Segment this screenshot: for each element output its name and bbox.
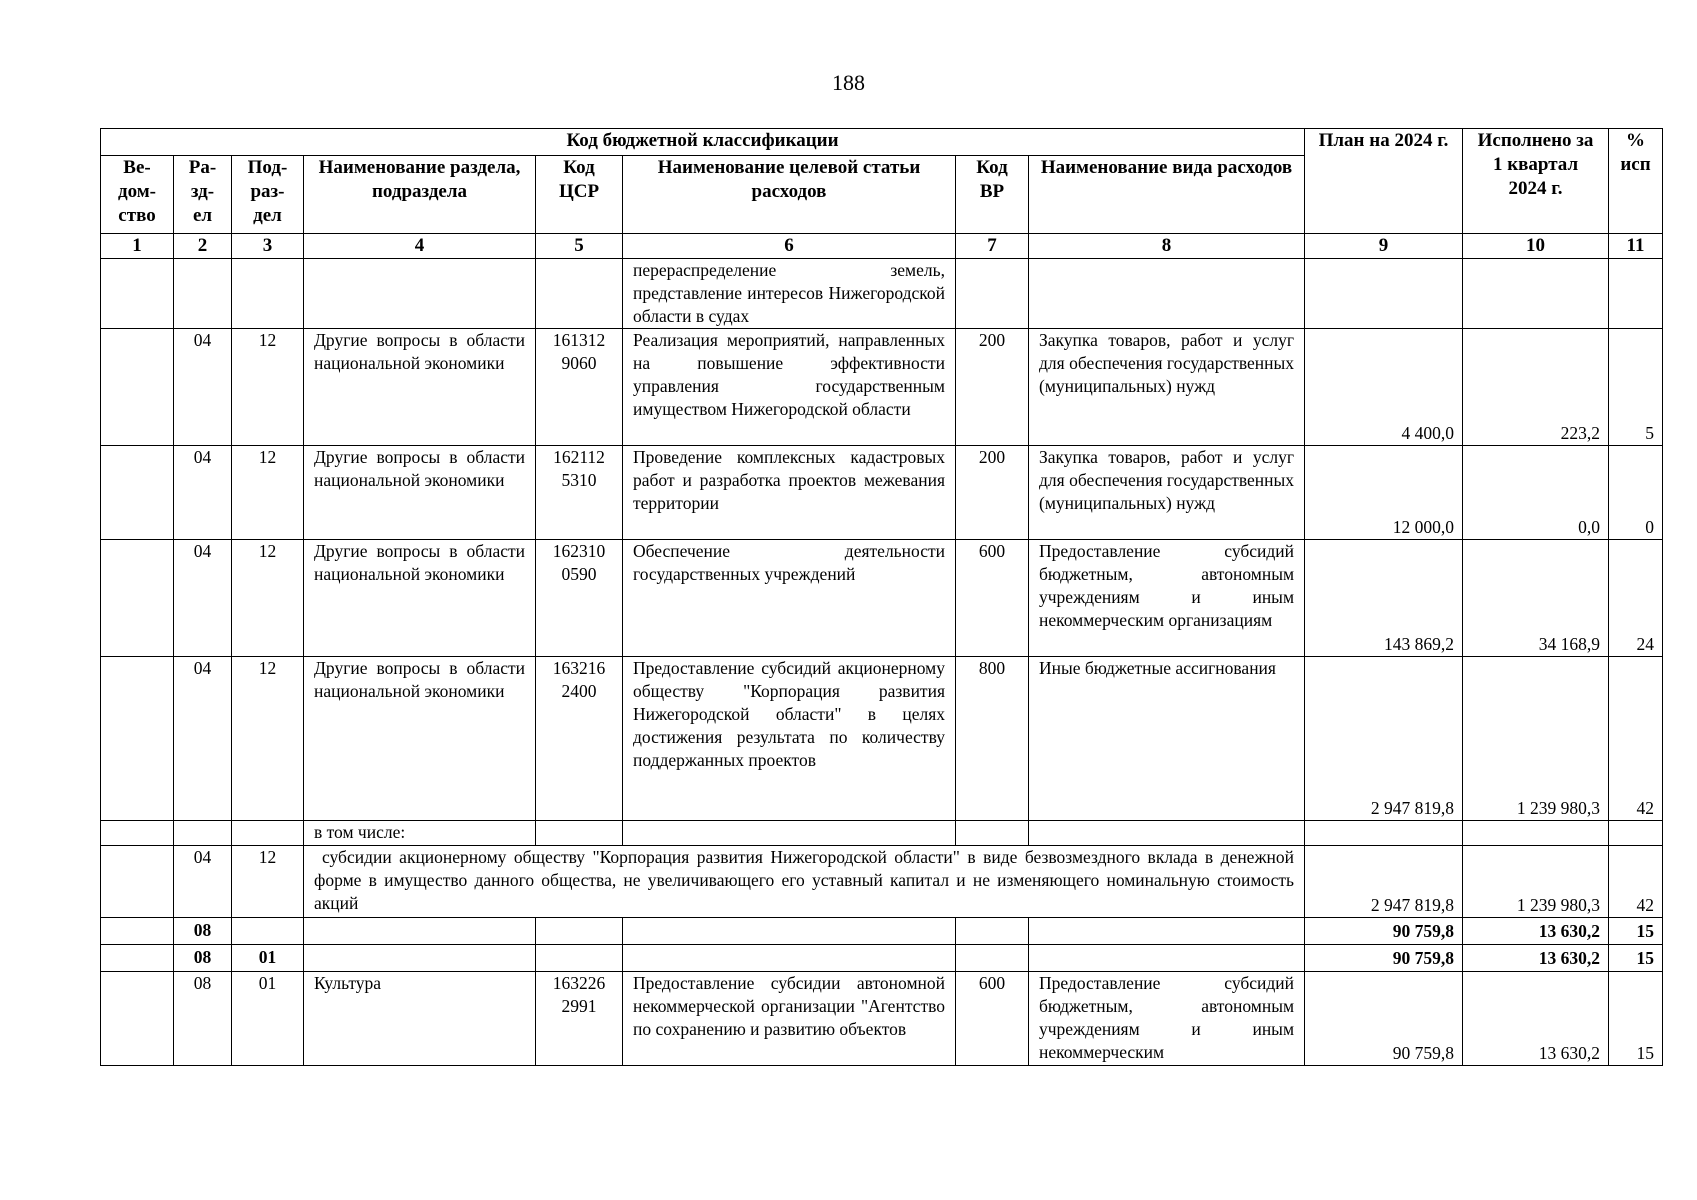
cell-razdel-name: Другие вопросы в области национальной экономики <box>304 446 536 540</box>
cell-razdel-name: Другие вопросы в области национальной экономики <box>304 657 536 821</box>
cell-razdel: 08 <box>174 945 232 972</box>
cell-ved <box>101 540 174 657</box>
cell-empty <box>1029 945 1305 972</box>
cell-target-name: Предоставление субсидии автономной некоммерческой организации "Агентство по сохранению и развитию объектов <box>623 972 956 1066</box>
cell-vr-name: Закупка товаров, работ и услуг для обеспечения государственных (муниципальных) нужд <box>1029 329 1305 446</box>
cell-percent: 42 <box>1609 657 1663 821</box>
cell-empty <box>623 945 956 972</box>
cell-csr <box>536 259 623 329</box>
cell-empty <box>1029 821 1305 846</box>
cell-vr-name <box>1029 259 1305 329</box>
cell-empty <box>623 918 956 945</box>
cell-empty <box>101 972 174 1066</box>
cell-plan: 90 759,8 <box>1305 972 1463 1066</box>
cell-empty <box>1305 821 1463 846</box>
cell-vr: 200 <box>956 329 1029 446</box>
cell-vr <box>956 259 1029 329</box>
cell-empty <box>1463 821 1609 846</box>
subsidy-row <box>101 846 1663 918</box>
budget-table <box>100 128 1663 1066</box>
col-num: 2 <box>174 234 232 259</box>
cell-plan: 2 947 819,8 <box>1305 657 1463 821</box>
header-podrazdel: Под- раз- дел <box>232 156 304 234</box>
header-vr: Код ВР <box>956 156 1029 234</box>
col-num: 4 <box>304 234 536 259</box>
col-num: 11 <box>1609 234 1663 259</box>
cell-empty <box>101 945 174 972</box>
cell-podrazdel: 12 <box>232 846 304 918</box>
cell-podrazdel: 12 <box>232 329 304 446</box>
col-num: 5 <box>536 234 623 259</box>
page-number: 188 <box>832 70 865 95</box>
cell-podrazdel <box>232 259 304 329</box>
cell-razdel: 04 <box>174 657 232 821</box>
cell-podrazdel: 12 <box>232 657 304 821</box>
table-row <box>101 446 1663 540</box>
table-row <box>101 972 1663 1066</box>
cell-empty <box>536 945 623 972</box>
column-numbers-row <box>101 234 1663 259</box>
cell-target-name: Проведение комплексных кадастровых работ и разработка проектов межевания территории <box>623 446 956 540</box>
cell-plan <box>1305 259 1463 329</box>
cell-vr-name: Закупка товаров, работ и услуг для обеспечения государственных (муниципальных) нужд <box>1029 446 1305 540</box>
cell-empty <box>232 821 304 846</box>
cell-csr: 163226 2991 <box>536 972 623 1066</box>
cell-executed: 1 239 980,3 <box>1463 657 1609 821</box>
cell-target-name: Предоставление субсидий акционерному обществу "Корпорация развития Нижегородской области" в целях достижения результата по количеству поддержанных проектов <box>623 657 956 821</box>
cell-vr: 800 <box>956 657 1029 821</box>
table-row <box>101 657 1663 821</box>
subsidy-description: субсидии акционерному обществу "Корпорация развития Нижегородской области" в виде безвозмездного вклада в денежной форме в имущество данного общества, не увеличивающего его уставный капитал и не изменяющего номинальную стоимость акций <box>304 846 1305 918</box>
cell-ved <box>101 329 174 446</box>
cell-percent <box>1609 259 1663 329</box>
total-row-08 <box>101 918 1663 945</box>
header-executed: Исполнено за 1 квартал 2024 г. <box>1463 129 1609 234</box>
cell-empty <box>101 846 174 918</box>
cell-empty <box>956 918 1029 945</box>
cell-empty <box>623 821 956 846</box>
cell-razdel: 08 <box>174 918 232 945</box>
budget-code-group-header: Код бюджетной классификации <box>101 129 1305 156</box>
header-razdel: Ра- зд- ел <box>174 156 232 234</box>
cell-podrazdel: 12 <box>232 446 304 540</box>
cell-empty <box>536 918 623 945</box>
col-num: 9 <box>1305 234 1463 259</box>
cell-ved <box>101 446 174 540</box>
cell-plan: 90 759,8 <box>1305 918 1463 945</box>
cell-podrazdel: 01 <box>232 945 304 972</box>
cell-razdel: 08 <box>174 972 232 1066</box>
table-row <box>101 329 1663 446</box>
cell-empty <box>304 918 536 945</box>
cell-plan: 2 947 819,8 <box>1305 846 1463 918</box>
cell-vr: 600 <box>956 540 1029 657</box>
header-row-group <box>101 129 1663 156</box>
cell-executed: 0,0 <box>1463 446 1609 540</box>
cell-executed: 34 168,9 <box>1463 540 1609 657</box>
cell-ved <box>101 259 174 329</box>
cell-vr: 600 <box>956 972 1029 1066</box>
cell-csr: 162112 5310 <box>536 446 623 540</box>
col-num: 1 <box>101 234 174 259</box>
col-num: 6 <box>623 234 956 259</box>
cell-razdel: 04 <box>174 846 232 918</box>
cell-razdel-name <box>304 259 536 329</box>
cell-executed: 223,2 <box>1463 329 1609 446</box>
header-vr-name: Наименование вида расходов <box>1029 156 1305 234</box>
cell-empty <box>536 821 623 846</box>
cell-percent: 0 <box>1609 446 1663 540</box>
cell-target-name: Обеспечение деятельности государственных учреждений <box>623 540 956 657</box>
cell-empty <box>101 821 174 846</box>
cell-plan: 90 759,8 <box>1305 945 1463 972</box>
including-row <box>101 821 1663 846</box>
table-row <box>101 259 1663 329</box>
cell-percent: 42 <box>1609 846 1663 918</box>
cell-vr: 200 <box>956 446 1029 540</box>
total-row-0801 <box>101 945 1663 972</box>
cell-vr-name: Иные бюджетные ассигнования <box>1029 657 1305 821</box>
col-num: 8 <box>1029 234 1305 259</box>
col-num: 10 <box>1463 234 1609 259</box>
cell-target-name: перераспределение земель, представление интересов Нижегородской области в судах <box>623 259 956 329</box>
cell-percent: 5 <box>1609 329 1663 446</box>
cell-razdel: 04 <box>174 329 232 446</box>
cell-razdel: 04 <box>174 540 232 657</box>
header-vedomstvo: Ве- дом- ство <box>101 156 174 234</box>
header-plan: План на 2024 г. <box>1305 129 1463 234</box>
col-num: 7 <box>956 234 1029 259</box>
header-target-name: Наименование целевой статьи расходов <box>623 156 956 234</box>
cell-razdel-name: Другие вопросы в области национальной экономики <box>304 329 536 446</box>
cell-csr: 162310 0590 <box>536 540 623 657</box>
cell-percent: 15 <box>1609 918 1663 945</box>
header-percent: % исп <box>1609 129 1663 234</box>
cell-percent: 24 <box>1609 540 1663 657</box>
cell-vr-name: Предоставление субсидий бюджетным, автономным учреждениям и иным некоммерческим организациям <box>1029 540 1305 657</box>
cell-podrazdel: 01 <box>232 972 304 1066</box>
cell-empty <box>1029 918 1305 945</box>
header-razdel-name: Наименование раздела, подраздела <box>304 156 536 234</box>
cell-csr: 163216 2400 <box>536 657 623 821</box>
cell-empty <box>304 945 536 972</box>
cell-executed: 13 630,2 <box>1463 945 1609 972</box>
cell-podrazdel: 12 <box>232 540 304 657</box>
cell-empty <box>1609 821 1663 846</box>
col-num: 3 <box>232 234 304 259</box>
cell-ved <box>101 657 174 821</box>
cell-empty <box>101 918 174 945</box>
cell-percent: 15 <box>1609 972 1663 1066</box>
header-csr: Код ЦСР <box>536 156 623 234</box>
table-row <box>101 540 1663 657</box>
cell-razdel-name: Другие вопросы в области национальной экономики <box>304 540 536 657</box>
cell-plan: 4 400,0 <box>1305 329 1463 446</box>
cell-executed: 1 239 980,3 <box>1463 846 1609 918</box>
cell-empty <box>174 821 232 846</box>
cell-executed: 13 630,2 <box>1463 972 1609 1066</box>
cell-empty <box>956 945 1029 972</box>
cell-razdel-name: Культура <box>304 972 536 1066</box>
cell-percent: 15 <box>1609 945 1663 972</box>
cell-empty <box>232 918 304 945</box>
cell-csr: 161312 9060 <box>536 329 623 446</box>
cell-executed: 13 630,2 <box>1463 918 1609 945</box>
cell-vr-name: Предоставление субсидий бюджетным, автономным учреждениям и иным некоммерческим <box>1029 972 1305 1066</box>
cell-empty <box>956 821 1029 846</box>
cell-razdel: 04 <box>174 446 232 540</box>
cell-target-name: Реализация мероприятий, направленных на повышение эффективности управления государственным имуществом Нижегородской области <box>623 329 956 446</box>
cell-executed <box>1463 259 1609 329</box>
cell-plan: 143 869,2 <box>1305 540 1463 657</box>
including-label: в том числе: <box>304 821 536 846</box>
cell-plan: 12 000,0 <box>1305 446 1463 540</box>
cell-razdel <box>174 259 232 329</box>
